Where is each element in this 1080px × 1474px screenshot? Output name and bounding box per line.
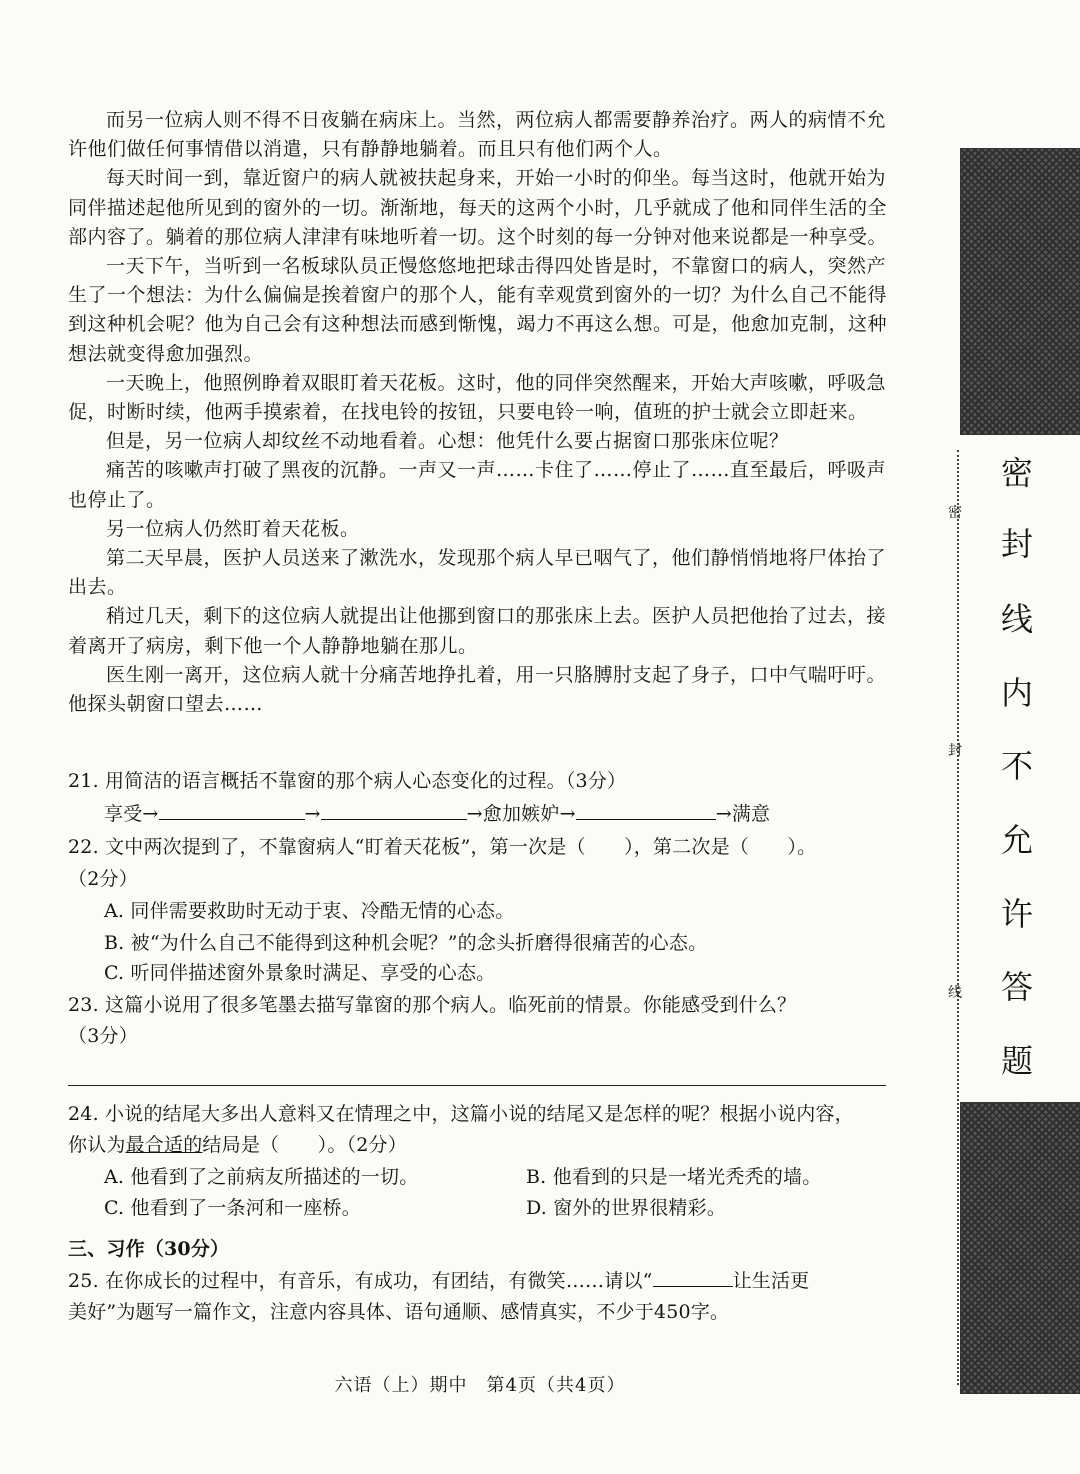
option-d: D. 窗外的世界很精彩。 bbox=[526, 1197, 727, 1219]
passage-paragraph: 另一位病人仍然盯着天花板。 bbox=[106, 517, 360, 540]
question-23: 23. 这篇小说用了很多笔墨去描写靠窗的那个病人。临死前的情景。你能感受到什么？ bbox=[68, 994, 797, 1016]
page-footer: 六语（上）期中 第4页（共4页） bbox=[334, 1375, 626, 1396]
q24-text-post: 结局是（ ）。（2分） bbox=[202, 1134, 407, 1156]
passage-paragraph: 一天下午，当听到一名板球队员正慢悠悠地把球击得四处皆是时，不靠窗口的病人，突然产生了一个想法：为什么偏偏是挨着窗户的那个人，能有幸观赏到窗外的一切？为什么自己不能得到这种机会呢？他为自己会有这种想法而感到惭愧，竭力不再这么想。可是，他愈加克制，这种想法就变得愈加强烈。 bbox=[68, 255, 888, 365]
question-25-line2: 美好”为题写一篇作文，注意内容具体、语句通顺、感情真实，不少于450字。 bbox=[68, 1301, 730, 1323]
hatch-pattern-bottom bbox=[960, 1102, 1080, 1394]
option-a: A. 同伴需要救助时无动于衷、冷酷无情的心态。 bbox=[104, 900, 515, 922]
seal-char: 允 bbox=[1000, 821, 1033, 859]
answer-blank-2[interactable] bbox=[321, 799, 467, 820]
question-24: 24. 小说的结尾大多出人意料又在情理之中，这篇小说的结尾又是怎样的呢？根据小说内容， bbox=[68, 1103, 854, 1125]
question-21: 21. 用简洁的语言概括不靠窗的那个病人心态变化的过程。（3分） bbox=[68, 770, 627, 792]
option-b: B. 他看到的只是一堵光秃秃的墙。 bbox=[526, 1166, 822, 1188]
passage-paragraph: 每天时间一到，靠近窗户的病人就被扶起身来，开始一小时的仰坐。每当这时，他就开始为同伴描述起他所见到的窗外的一切。渐渐地，每天的这两个小时，几乎就成了他和同伴生活的全部内容了。躺着的那位病人津津有味地听着一切。这个时刻的每一分钟对他来说都是一种享受。 bbox=[68, 167, 888, 248]
seal-char: 许 bbox=[1000, 895, 1033, 933]
seal-char: 答 bbox=[1000, 968, 1033, 1006]
option-c: C. 他看到了一条河和一座桥。 bbox=[104, 1197, 361, 1219]
flow-start: 享受→ bbox=[104, 803, 159, 825]
passage-paragraph: 而另一位病人则不得不日夜躺在病床上。当然，两位病人都需要静养治疗。两人的病情不允许他们做任何事情借以消遣，只有静静地躺着。而且只有他们两个人。 bbox=[68, 109, 887, 161]
option-a: A. 他看到了之前病友所描述的一切。 bbox=[104, 1166, 419, 1188]
question-22: 22. 文中两次提到了，不靠窗病人“盯着天花板”，第一次是（ ），第二次是（ ）。 bbox=[68, 836, 817, 858]
answer-line[interactable] bbox=[68, 1085, 886, 1086]
passage-paragraph: 但是，另一位病人却纹丝不动地看着。心想：他凭什么要占据窗口那张床位呢？ bbox=[106, 430, 789, 453]
seal-char: 内 bbox=[1000, 674, 1033, 712]
seal-char: 线 bbox=[1000, 600, 1033, 638]
q24-text-pre: 你认为 bbox=[68, 1134, 126, 1156]
flow-mid: →愈加嫉妒→ bbox=[466, 803, 576, 825]
seal-small-char: 线 bbox=[948, 985, 962, 1001]
passage-paragraph: 一天晚上，他照例睁着双眼盯着天花板。这时，他的同伴突然醒来，开始大声咳嗽，呼吸急促，时断时续，他两手摸索着，在找电铃的按钮，只要电铃一响，值班的护士就会立即赶来。 bbox=[68, 371, 887, 424]
passage-paragraph: 稍过几天，剩下的这位病人就提出让他挪到窗口的那张床上去。医护人员把他抬了过去，接着离开了病房，剩下他一个人静静地躺在那儿。 bbox=[68, 605, 887, 657]
seal-char: 题 bbox=[1000, 1042, 1033, 1080]
question-23-points: （3分） bbox=[68, 1025, 138, 1047]
passage-paragraph: 医生刚一离开，这位病人就十分痛苦地挣扎着，用一只胳膊肘支起了身子，口中气喘吁吁。他探头朝窗口望去…… bbox=[68, 663, 887, 716]
option-b: B. 被“为什么自己不能得到这种机会呢？”的念头折磨得很痛苦的心态。 bbox=[104, 932, 708, 954]
seal-dotted-line bbox=[957, 450, 959, 1385]
q25-text-post: 让生活更 bbox=[732, 1270, 810, 1292]
option-c: C. 听同伴描述窗外景象时满足、享受的心态。 bbox=[104, 962, 496, 984]
passage-paragraph: 痛苦的咳嗽声打破了黑夜的沉静。一声又一声……卡住了……停止了……直至最后，呼吸声也停止了。 bbox=[68, 459, 887, 511]
question-21-flow bbox=[104, 799, 770, 829]
title-blank[interactable] bbox=[653, 1266, 733, 1287]
question-24-line2 bbox=[68, 1130, 407, 1160]
seal-char: 封 bbox=[1000, 525, 1033, 563]
q24-underlined: 最合适的 bbox=[125, 1134, 203, 1156]
reading-passage bbox=[68, 106, 888, 719]
section-title: 三、习作（30分） bbox=[68, 1238, 230, 1260]
hatch-pattern-top bbox=[960, 148, 1080, 435]
flow-end: →满意 bbox=[715, 803, 771, 825]
flow-arrow: → bbox=[304, 803, 321, 825]
seal-char: 不 bbox=[1000, 747, 1033, 785]
passage-paragraph: 第二天早晨，医护人员送来了漱洗水，发现那个病人早已咽气了，他们静悄悄地将尸体抬了出去。 bbox=[68, 547, 887, 599]
seal-small-char: 封 bbox=[948, 743, 962, 759]
question-22-points: （2分） bbox=[68, 868, 138, 890]
seal-small-char: 密 bbox=[948, 505, 962, 521]
answer-blank-1[interactable] bbox=[159, 799, 305, 820]
question-25 bbox=[68, 1266, 809, 1296]
seal-char: 密 bbox=[1000, 454, 1033, 492]
q25-text-pre: 25. 在你成长的过程中，有音乐，有成功，有团结，有微笑……请以“ bbox=[68, 1270, 653, 1292]
answer-blank-3[interactable] bbox=[576, 799, 716, 820]
